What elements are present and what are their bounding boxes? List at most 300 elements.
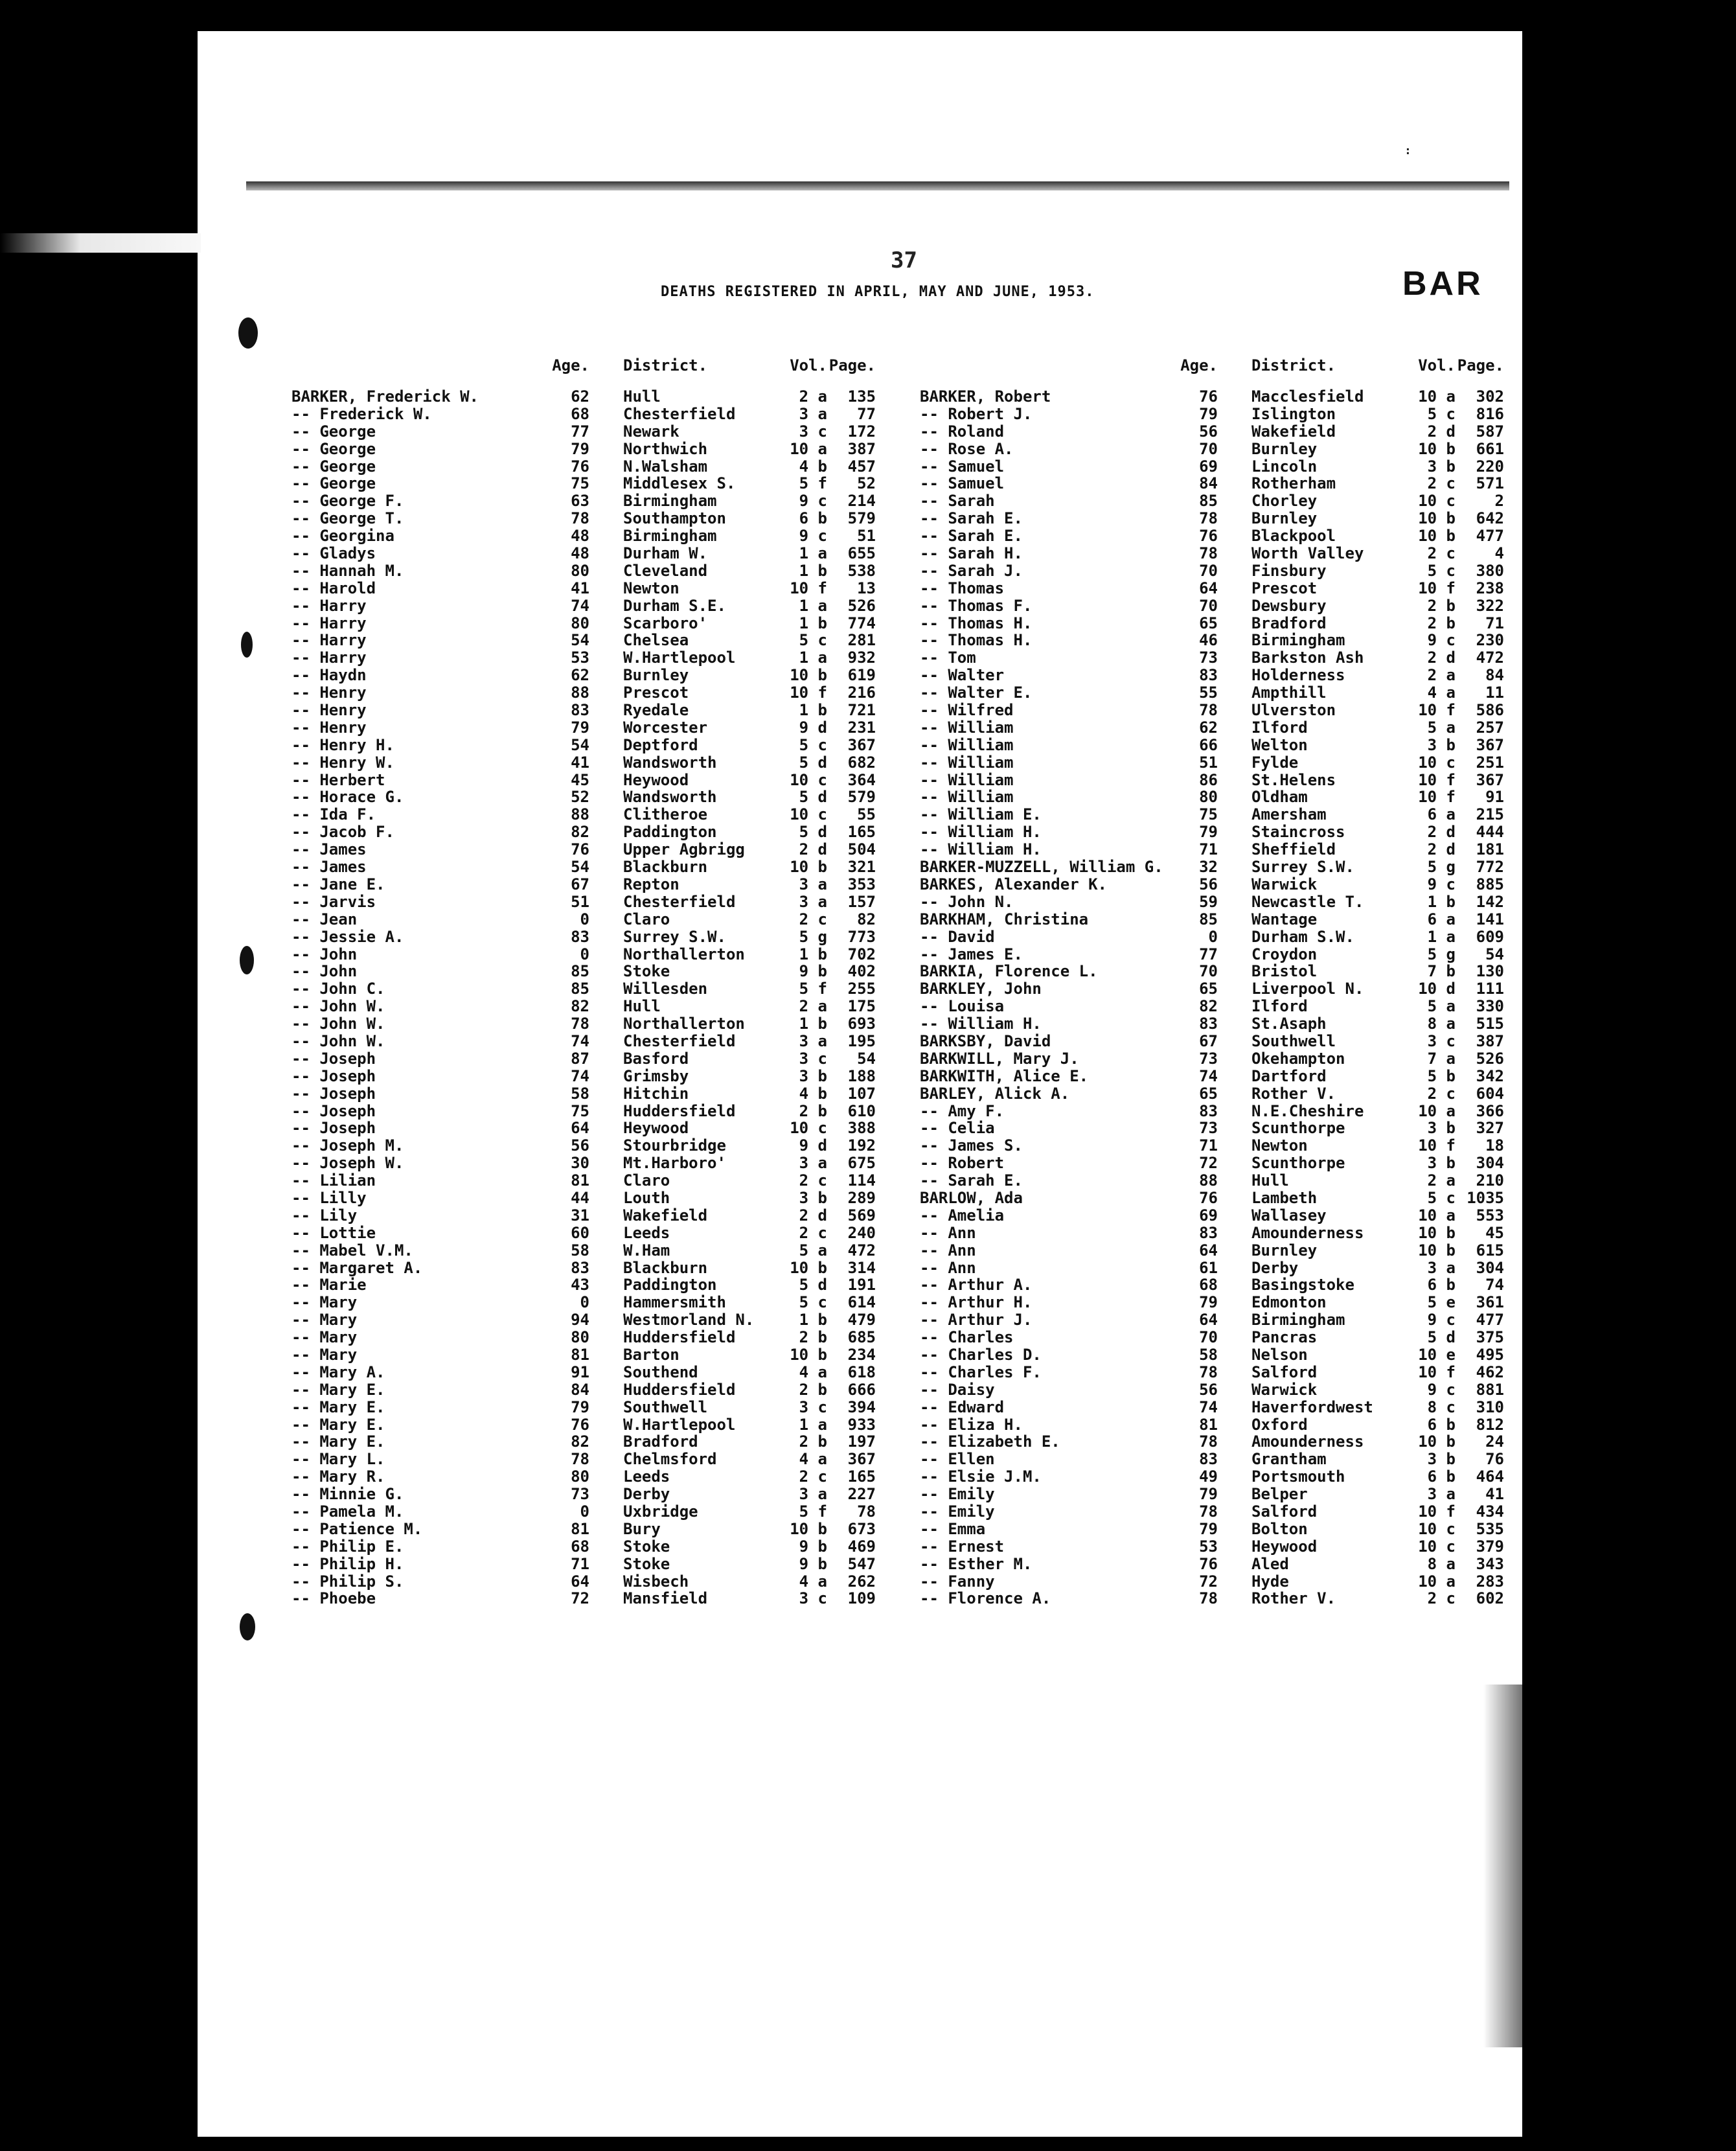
entry-page: 462 <box>1476 1363 1504 1381</box>
entry-name: -- Harry <box>291 649 367 667</box>
entry-name: -- Herbert <box>291 770 385 789</box>
entry-page: 615 <box>1476 1241 1504 1260</box>
entry-name: -- Henry <box>291 701 367 720</box>
entry-district: Blackburn <box>623 858 708 877</box>
register-entry <box>291 1119 876 1136</box>
entry-vol: 10 f <box>1418 770 1456 789</box>
entry-page: 693 <box>847 1015 876 1033</box>
entry-district: Cleveland <box>623 561 708 580</box>
scan-shadow <box>1483 1685 1522 2047</box>
entry-age: 80 <box>571 1467 589 1486</box>
entry-age: 54 <box>571 631 589 650</box>
entry-district: Ilford <box>1251 997 1308 1016</box>
entry-vol: 3 a <box>799 1485 827 1504</box>
entry-page: 130 <box>1476 962 1504 981</box>
entry-name: -- Patience M. <box>291 1519 423 1538</box>
entry-district: Belper <box>1251 1485 1308 1504</box>
entry-name: -- Mary E. <box>291 1380 385 1399</box>
entry-vol: 1 a <box>1427 927 1456 946</box>
register-entry <box>291 509 876 527</box>
entry-vol: 2 b <box>1427 596 1456 615</box>
entry-vol: 3 c <box>799 1049 827 1068</box>
entry-district: W.Hartlepool <box>623 649 736 667</box>
entry-page: 682 <box>847 753 876 772</box>
entry-vol: 10 b <box>790 1519 827 1538</box>
entry-district: Derby <box>623 1485 670 1504</box>
entry-name: BARKIA, Florence L. <box>920 962 1098 981</box>
entry-district: Wakefield <box>623 1206 708 1225</box>
entry-age: 82 <box>1199 997 1218 1016</box>
entry-page: 614 <box>847 1293 876 1312</box>
register-entry <box>291 474 876 492</box>
entry-page: 227 <box>847 1485 876 1504</box>
entry-district: Rother V. <box>1251 1084 1336 1103</box>
entry-age: 62 <box>571 387 589 406</box>
entry-page: 504 <box>847 840 876 859</box>
entry-name: -- Jean <box>291 910 358 928</box>
entry-district: Huddersfield <box>623 1380 736 1399</box>
entry-name: -- George T. <box>291 509 404 528</box>
entry-page: 673 <box>847 1519 876 1538</box>
entry-district: Chelsea <box>623 631 689 650</box>
entry-district: Ilford <box>1251 718 1308 737</box>
entry-district: Durham S.W. <box>1251 927 1354 946</box>
entry-district: Scarboro' <box>623 614 708 632</box>
entry-district: Clitheroe <box>623 805 708 824</box>
entry-age: 71 <box>1199 1136 1218 1155</box>
entry-name: BARKLEY, John <box>920 980 1042 998</box>
register-entry <box>920 1206 1504 1224</box>
entry-vol: 10 b <box>1418 509 1456 528</box>
entry-district: Bristol <box>1251 962 1318 981</box>
entry-vol: 10 f <box>790 684 827 702</box>
entry-page: 197 <box>847 1432 876 1451</box>
entry-vol: 10 a <box>1418 1572 1456 1591</box>
entry-name: BARKSBY, David <box>920 1031 1051 1050</box>
entry-name: -- Mary <box>291 1345 358 1364</box>
entry-page: 538 <box>847 561 876 580</box>
entry-vol: 1 b <box>799 701 827 720</box>
register-entry <box>291 1259 876 1276</box>
entry-name: -- Minnie G. <box>291 1485 404 1504</box>
register-entry <box>291 649 876 666</box>
entry-name: -- Sarah H. <box>920 544 1023 563</box>
register-entry <box>291 1276 876 1293</box>
entry-age: 80 <box>571 1328 589 1347</box>
entry-page: 314 <box>847 1258 876 1277</box>
entry-name: -- Celia <box>920 1119 995 1138</box>
entry-age: 83 <box>571 701 589 720</box>
entry-page: 367 <box>1476 735 1504 754</box>
entry-district: Amersham <box>1251 805 1327 824</box>
entry-vol: 2 a <box>799 997 827 1016</box>
register-entry <box>920 788 1504 805</box>
register-entry <box>920 1502 1504 1520</box>
entry-name: -- Mary E. <box>291 1432 385 1451</box>
entry-name: -- Thomas F. <box>920 596 1033 615</box>
entry-age: 79 <box>1199 1485 1218 1504</box>
entry-page: 114 <box>847 1171 876 1190</box>
register-entry <box>291 753 876 771</box>
register-entry <box>291 893 876 910</box>
entry-page: 535 <box>1476 1519 1504 1538</box>
entry-district: Burnley <box>1251 1241 1318 1260</box>
entry-age: 30 <box>571 1154 589 1173</box>
register-entry <box>920 805 1504 823</box>
entry-vol: 2 d <box>799 1206 827 1225</box>
entry-vol: 2 a <box>1427 1171 1456 1190</box>
entry-age: 70 <box>1199 561 1218 580</box>
entry-district: Edmonton <box>1251 1293 1327 1312</box>
entry-name: -- Georgina <box>291 527 394 546</box>
entry-district: Newark <box>623 422 680 441</box>
entry-page: 933 <box>847 1415 876 1434</box>
entry-age: 64 <box>1199 1311 1218 1329</box>
entry-vol: 9 b <box>799 1537 827 1556</box>
register-entry <box>920 1572 1504 1590</box>
entry-page: 444 <box>1476 823 1504 842</box>
entry-age: 78 <box>571 1015 589 1033</box>
entry-age: 73 <box>1199 649 1218 667</box>
entry-age: 78 <box>1199 509 1218 528</box>
entry-page: 772 <box>1476 858 1504 877</box>
entry-age: 82 <box>571 1432 589 1451</box>
entry-name: -- Ellen <box>920 1450 995 1469</box>
entry-vol: 8 a <box>1427 1015 1456 1033</box>
entry-name: -- Jarvis <box>291 892 376 911</box>
register-entry <box>291 544 876 562</box>
entry-page: 547 <box>847 1554 876 1573</box>
entry-vol: 2 a <box>799 387 827 406</box>
entry-age: 70 <box>1199 596 1218 615</box>
register-entry <box>920 719 1504 736</box>
entry-vol: 8 a <box>1427 1554 1456 1573</box>
entry-age: 74 <box>571 1031 589 1050</box>
entry-page: 477 <box>1476 1311 1504 1329</box>
register-entry <box>920 1416 1504 1433</box>
entry-district: Holderness <box>1251 666 1345 685</box>
entry-age: 48 <box>571 544 589 563</box>
entry-age: 58 <box>571 1084 589 1103</box>
entry-vol: 10 b <box>790 1258 827 1277</box>
register-entry <box>291 492 876 509</box>
entry-name: -- Harry <box>291 614 367 632</box>
entry-page: 579 <box>847 788 876 807</box>
entry-name: -- Walter <box>920 666 1005 685</box>
register-entry <box>291 1346 876 1363</box>
entry-district: Northallerton <box>623 1015 745 1033</box>
entry-page: 367 <box>847 1450 876 1469</box>
entry-name: -- Phoebe <box>291 1589 376 1608</box>
entry-vol: 1 b <box>799 945 827 963</box>
entry-vol: 5 c <box>799 631 827 650</box>
entry-district: Surrey S.W. <box>623 927 726 946</box>
entry-name: -- Mary A. <box>291 1363 385 1381</box>
entry-page: 375 <box>1476 1328 1504 1347</box>
entry-page: 142 <box>1476 892 1504 911</box>
entry-page: 586 <box>1476 701 1504 720</box>
entry-age: 68 <box>1199 1276 1218 1294</box>
entry-district: Claro <box>623 1171 670 1190</box>
entry-page: 604 <box>1476 1084 1504 1103</box>
register-entry <box>920 666 1504 684</box>
entry-name: -- Lilly <box>291 1188 367 1207</box>
entry-age: 83 <box>1199 1450 1218 1469</box>
entry-age: 0 <box>1208 927 1218 946</box>
entry-age: 67 <box>1199 1031 1218 1050</box>
entry-page: 251 <box>1476 753 1504 772</box>
entry-vol: 7 b <box>1427 962 1456 981</box>
entry-vol: 10 f <box>1418 579 1456 597</box>
entry-age: 56 <box>1199 1380 1218 1399</box>
entry-name: -- Margaret A. <box>291 1258 423 1277</box>
register-entry <box>291 1398 876 1416</box>
entry-page: 367 <box>1476 770 1504 789</box>
entry-district: Birmingham <box>1251 631 1345 650</box>
register-entry <box>920 1311 1504 1328</box>
entry-page: 230 <box>1476 631 1504 650</box>
entry-district: Bradford <box>623 1432 698 1451</box>
entry-district: Ampthill <box>1251 684 1327 702</box>
entry-name: -- Wilfred <box>920 701 1014 720</box>
entry-age: 79 <box>1199 1519 1218 1538</box>
entry-age: 80 <box>571 561 589 580</box>
entry-district: Aled <box>1251 1554 1289 1573</box>
entry-name: -- Henry W. <box>291 753 394 772</box>
entry-page: 231 <box>847 718 876 737</box>
entry-age: 69 <box>1199 1206 1218 1225</box>
punch-hole <box>240 946 254 974</box>
entry-district: Derby <box>1251 1258 1299 1277</box>
entry-name: -- John C. <box>291 980 385 998</box>
entry-district: Chesterfield <box>623 1031 736 1050</box>
entry-name: -- Sarah <box>920 492 995 511</box>
entry-name: -- Horace G. <box>291 788 404 807</box>
entry-district: Grantham <box>1251 1450 1327 1469</box>
register-entry <box>291 440 876 457</box>
entry-page: 210 <box>1476 1171 1504 1190</box>
entry-vol: 4 a <box>799 1450 827 1469</box>
entry-district: Islington <box>1251 404 1336 423</box>
entry-district: Scunthorpe <box>1251 1119 1345 1138</box>
entry-district: Hull <box>623 997 661 1016</box>
entry-age: 56 <box>571 1136 589 1155</box>
entry-vol: 5 c <box>1427 1188 1456 1207</box>
entry-district: Repton <box>623 875 680 893</box>
entry-district: Heywood <box>623 1119 689 1138</box>
entry-page: 220 <box>1476 457 1504 476</box>
entry-district: Rother V. <box>1251 1589 1336 1608</box>
entry-vol: 5 a <box>1427 997 1456 1016</box>
entry-page: 322 <box>1476 596 1504 615</box>
register-entry <box>920 1015 1504 1032</box>
entry-vol: 10 e <box>1418 1345 1456 1364</box>
section-label: BAR <box>1402 265 1483 303</box>
entry-name: -- Lilian <box>291 1171 376 1190</box>
entry-vol: 1 b <box>799 561 827 580</box>
entry-page: 434 <box>1476 1502 1504 1521</box>
register-entry <box>920 387 1504 405</box>
register-entry <box>920 945 1504 963</box>
entry-page: 387 <box>1476 1031 1504 1050</box>
entry-vol: 5 f <box>799 474 827 493</box>
entry-district: Amounderness <box>1251 1223 1364 1242</box>
entry-age: 70 <box>1199 439 1218 458</box>
entry-district: N.Walsham <box>623 457 708 476</box>
entry-district: Chesterfield <box>623 892 736 911</box>
register-entry <box>920 649 1504 666</box>
entry-name: -- Florence A. <box>920 1589 1051 1608</box>
entry-name: -- Roland <box>920 422 1005 441</box>
register-entry <box>920 893 1504 910</box>
entry-name: -- Edward <box>920 1398 1005 1416</box>
entry-age: 46 <box>1199 631 1218 650</box>
entry-district: Paddington <box>623 1276 717 1294</box>
entry-page: 234 <box>847 1345 876 1364</box>
entry-age: 82 <box>571 997 589 1016</box>
entry-vol: 3 a <box>799 875 827 893</box>
entry-age: 80 <box>1199 788 1218 807</box>
entry-age: 85 <box>571 962 589 981</box>
entry-vol: 3 b <box>1427 1450 1456 1469</box>
entry-age: 83 <box>1199 1223 1218 1242</box>
register-entry <box>291 1206 876 1224</box>
entry-page: 321 <box>847 858 876 877</box>
entry-vol: 2 d <box>1427 422 1456 441</box>
entry-district: Liverpool N. <box>1251 980 1364 998</box>
entry-age: 82 <box>571 823 589 842</box>
entry-vol: 10 c <box>1418 1519 1456 1538</box>
register-entry <box>920 631 1504 649</box>
entry-page: 327 <box>1476 1119 1504 1138</box>
entry-district: Croydon <box>1251 945 1318 963</box>
entry-page: 302 <box>1476 387 1504 406</box>
entry-vol: 10 c <box>790 805 827 824</box>
entry-vol: 9 c <box>799 492 827 511</box>
entry-age: 88 <box>571 684 589 702</box>
entry-age: 81 <box>571 1171 589 1190</box>
entry-vol: 10 a <box>1418 1101 1456 1120</box>
entry-district: Birmingham <box>623 527 717 546</box>
entry-name: -- Harry <box>291 596 367 615</box>
entry-vol: 10 f <box>1418 1136 1456 1155</box>
entry-vol: 9 c <box>1427 1311 1456 1329</box>
register-entry <box>291 1102 876 1120</box>
entry-vol: 2 c <box>1427 1084 1456 1103</box>
entry-district: Hull <box>1251 1171 1289 1190</box>
entry-page: 330 <box>1476 997 1504 1016</box>
entry-vol: 9 c <box>799 527 827 546</box>
entry-page: 387 <box>847 439 876 458</box>
register-entry <box>291 457 876 475</box>
entry-name: BARKER-MUZZELL, William G. <box>920 858 1163 877</box>
entry-name: -- William H. <box>920 823 1042 842</box>
entry-name: -- Amy F. <box>920 1101 1005 1120</box>
entry-name: -- Philip H. <box>291 1554 404 1573</box>
entry-district: Birmingham <box>1251 1311 1345 1329</box>
entry-name: -- Joseph <box>291 1119 376 1138</box>
entry-page: 379 <box>1476 1537 1504 1556</box>
entry-age: 49 <box>1199 1467 1218 1486</box>
entry-district: W.Ham <box>623 1241 670 1260</box>
entry-vol: 3 c <box>799 422 827 441</box>
register-entry <box>920 1136 1504 1154</box>
entry-vol: 5 e <box>1427 1293 1456 1312</box>
entry-district: Stourbridge <box>623 1136 726 1155</box>
entry-age: 66 <box>1199 735 1218 754</box>
page-header: Page. <box>828 356 876 374</box>
entry-district: Grimsby <box>623 1066 689 1085</box>
entry-page: 141 <box>1476 910 1504 928</box>
entry-district: Ryedale <box>623 701 689 720</box>
entry-age: 61 <box>1199 1258 1218 1277</box>
entry-name: -- Rose A. <box>920 439 1014 458</box>
entry-page: 661 <box>1476 439 1504 458</box>
register-entry <box>291 875 876 893</box>
entry-age: 0 <box>580 1502 589 1521</box>
entry-name: -- Emily <box>920 1485 995 1504</box>
entry-district: Newton <box>623 579 680 597</box>
entry-page: 571 <box>1476 474 1504 493</box>
entry-vol: 1 a <box>799 649 827 667</box>
entry-page: 195 <box>847 1031 876 1050</box>
entry-page: 281 <box>847 631 876 650</box>
entry-vol: 10 a <box>1418 1206 1456 1225</box>
entry-vol: 10 c <box>1418 753 1456 772</box>
register-entry <box>920 422 1504 440</box>
entry-page: 666 <box>847 1380 876 1399</box>
entry-vol: 3 a <box>799 1031 827 1050</box>
entry-district: Wandsworth <box>623 788 717 807</box>
register-entry <box>291 1154 876 1171</box>
register-entry <box>920 823 1504 840</box>
entry-name: -- John W. <box>291 1015 385 1033</box>
register-entry <box>291 1189 876 1206</box>
register-entry <box>291 1067 876 1085</box>
entry-name: -- George <box>291 457 376 476</box>
register-entry <box>291 910 876 928</box>
register-entry <box>291 805 876 823</box>
entry-vol: 5 f <box>799 1502 827 1521</box>
vol-header: Vol. <box>790 356 827 374</box>
register-entry <box>920 579 1504 597</box>
entry-district: Leeds <box>623 1223 670 1242</box>
register-entry <box>291 562 876 579</box>
entry-age: 53 <box>571 649 589 667</box>
entry-district: Southwell <box>1251 1031 1336 1050</box>
entry-vol: 2 b <box>799 1380 827 1399</box>
entry-vol: 9 c <box>1427 875 1456 893</box>
register-entry <box>920 474 1504 492</box>
entry-district: Wallasey <box>1251 1206 1327 1225</box>
entry-vol: 2 d <box>1427 649 1456 667</box>
entry-vol: 2 c <box>799 1467 827 1486</box>
entry-page: 289 <box>847 1188 876 1207</box>
entry-vol: 10 f <box>1418 788 1456 807</box>
entry-age: 56 <box>1199 422 1218 441</box>
register-entry <box>920 753 1504 771</box>
entry-page: 1035 <box>1467 1188 1504 1207</box>
entry-vol: 5 g <box>1427 858 1456 877</box>
entry-vol: 1 b <box>799 1015 827 1033</box>
entry-age: 68 <box>571 404 589 423</box>
entry-name: -- Arthur H. <box>920 1293 1033 1312</box>
register-entry <box>291 997 876 1015</box>
entry-district: Southend <box>623 1363 698 1381</box>
register-entry <box>291 597 876 614</box>
register-entry <box>291 631 876 649</box>
entry-name: -- Charles <box>920 1328 1014 1347</box>
